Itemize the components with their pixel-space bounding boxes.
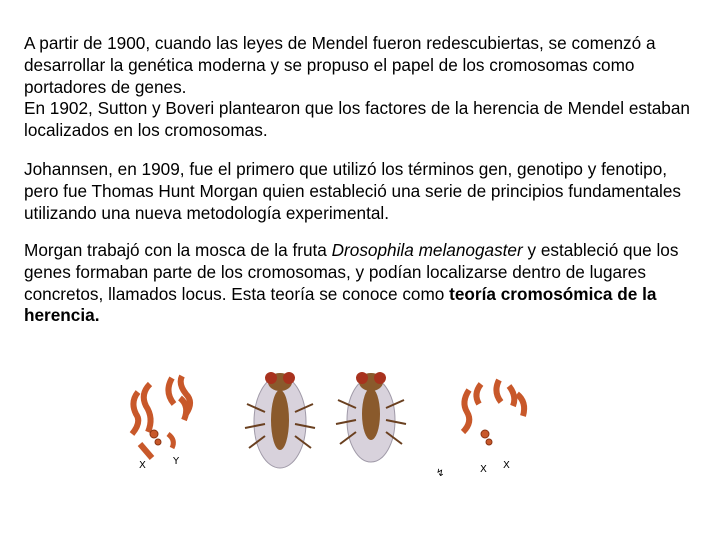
paragraph-history-1900 <box>24 33 696 142</box>
paragraph-morgan-start: Morgan trabajó con la mosca de la fruta <box>24 240 332 260</box>
drosophila-figure <box>0 362 720 482</box>
right-x-label-1: X <box>480 464 487 475</box>
species-name: Drosophila melanogaster <box>331 240 523 260</box>
female-karyotype-illustration <box>445 362 545 482</box>
male-fly-illustration <box>316 362 426 482</box>
paragraph-morgan <box>24 240 696 327</box>
paragraph-morgan-middle: y estableció que los genes formaban parte de los cromosomas, y podían localizarse dentro de lugares concretos, llamados locus. Esta teoría se conoce como <box>24 240 679 304</box>
left-x-label: X <box>139 460 146 471</box>
left-y-label: Y <box>173 456 180 467</box>
chromosome-theory-term: teoría cromosómica de la herencia. <box>24 283 657 326</box>
paragraph-sutton-boveri: En 1902, Sutton y Boveri plantearon que los factores de la herencia de Mendel estaban localizados en los cromosomas. <box>24 98 690 141</box>
right-x-label-2: X <box>503 460 510 471</box>
small-chromosome-mark: ↯ <box>436 468 445 479</box>
paragraph-johannsen: Johannsen, en 1909, fue el primero que utilizó los términos gen, genotipo y fenotipo, pero fue Thomas Hunt Morgan quien estableció una serie de principios fundamentales utilizando una nueva metodología experimental. <box>24 159 682 223</box>
paragraph-rediscovery: A partir de 1900, cuando las leyes de Mendel fueron redescubiertas, se comenzó a desarrollar la genética moderna y se propuso el papel de los cromosomas como portadores de genes. <box>24 33 656 97</box>
